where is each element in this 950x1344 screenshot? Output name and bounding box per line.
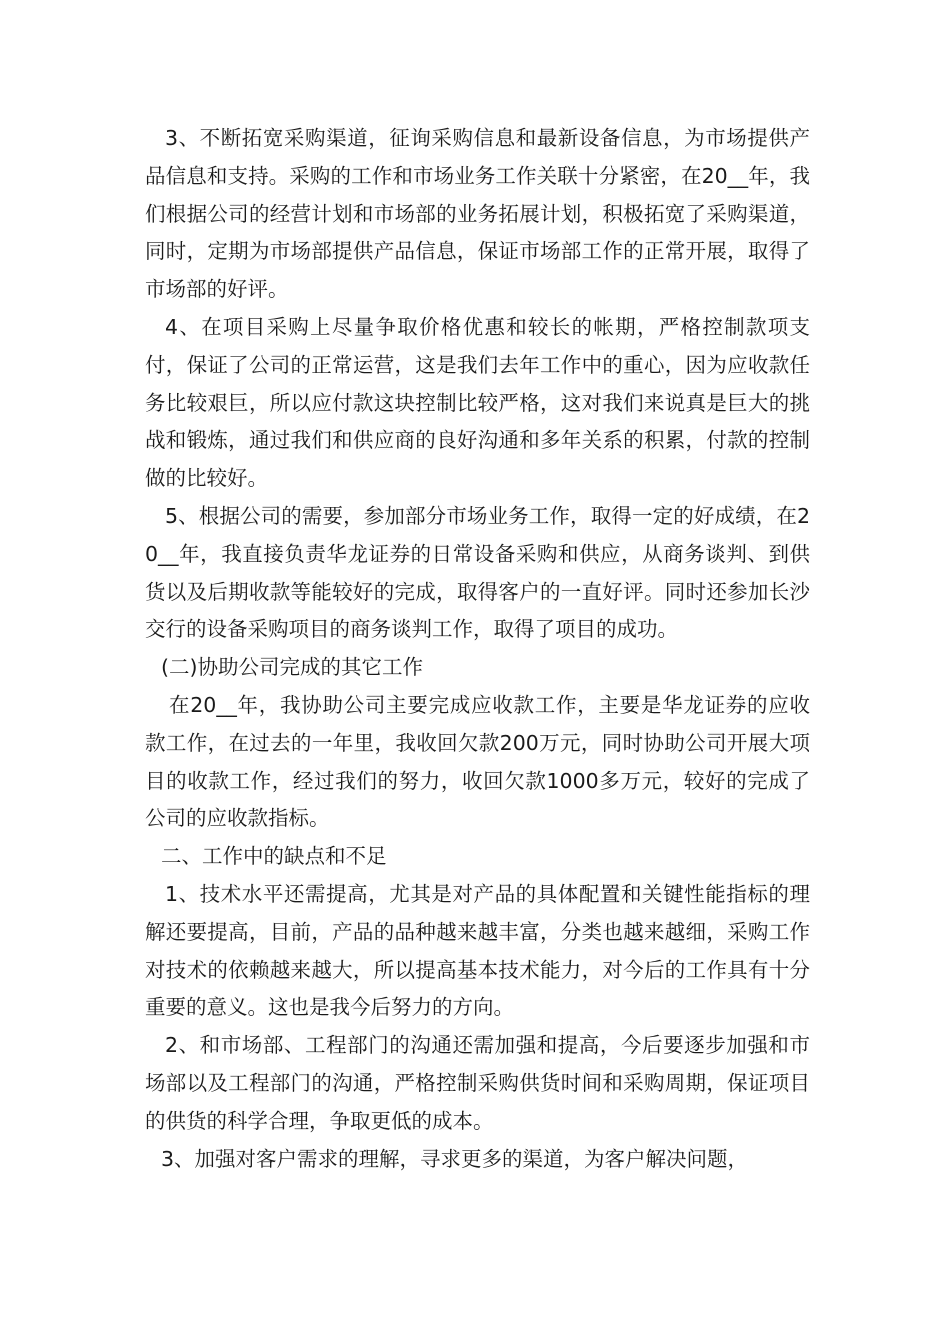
paragraph-receivables-work: 在20__年，我协助公司主要完成应收款工作，主要是华龙证券的应收款工作，在过去的一年里，我收回欠款200万元，同时协助公司开展大项目的收款工作，经过我们的努力，收回欠款1000多万元，较好的完成了公司的应收款指标。 [145, 692, 810, 831]
section-heading-other-work: (二)协助公司完成的其它工作 [161, 655, 423, 680]
paragraph-item-4-payment-control: 4、在项目采购上尽量争取价格优惠和较长的帐期，严格控制款项支付，保证了公司的正常运营，这是我们去年工作中的重心，因为应收款任务比较艰巨，所以应付款这块控制比较严格，这对我们来说真是巨大的挑战和锻炼，通过我们和供应商的良好沟通和多年关系的积累，付款的控制做的比较好。 [145, 314, 810, 491]
document-body [145, 120, 810, 1178]
section-heading-shortcomings: 二、工作中的缺点和不足 [161, 844, 387, 869]
paragraph-item-3-procurement-channels: 3、不断拓宽采购渠道，征询采购信息和最新设备信息，为市场提供产品信息和支持。采购的工作和市场业务工作关联十分紧密，在20__年，我们根据公司的经营计划和市场部的业务拓展计划，积极拓宽了采购渠道，同时，定期为市场部提供产品信息，保证市场部工作的正常开展，取得了市场部的好评。 [145, 126, 810, 302]
paragraph-item-1-technical-skill: 1、技术水平还需提高，尤其是对产品的具体配置和关键性能指标的理解还要提高，目前，产品的品种越来越丰富，分类也越来越细，采购工作对技术的依赖越来越大，所以提高基本技术能力，对今后的工作具有十分重要的意义。这也是我今后努力的方向。 [145, 881, 810, 1020]
paragraph-item-3-customer-needs: 3、加强对客户需求的理解，寻求更多的渠道，为客户解决问题， [161, 1146, 749, 1171]
paragraph-item-2-communication: 2、和市场部、工程部门的沟通还需加强和提高，今后要逐步加强和市场部以及工程部门的沟通，严格控制采购供货时间和采购周期，保证项目的供货的科学合理，争取更低的成本。 [145, 1033, 810, 1133]
paragraph-item-5-market-business: 5、根据公司的需要，参加部分市场业务工作，取得一定的好成绩，在20__年，我直接负责华龙证券的日常设备采购和供应，从商务谈判、到供货以及后期收款等能较好的完成，取得客户的一直好评。同时还参加长沙交行的设备采购项目的商务谈判工作，取得了项目的成功。 [145, 503, 810, 642]
